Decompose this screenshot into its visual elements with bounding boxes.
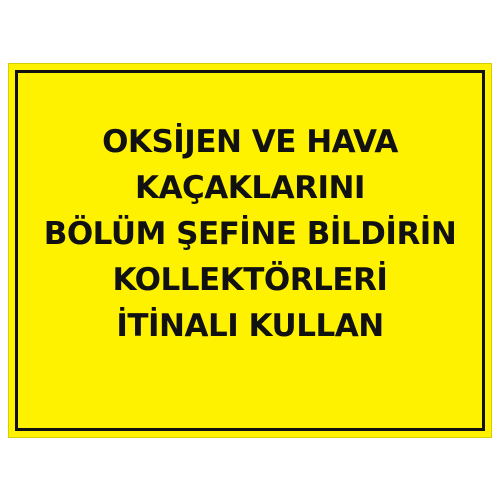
sign-text-block — [9, 119, 491, 349]
sign-line-2: KAÇAKLARINI — [135, 170, 365, 206]
warning-sign — [8, 63, 492, 438]
sign-line-4: KOLLEKTÖRLERİ — [112, 262, 388, 298]
sign-line-3: BÖLÜM ŞEFİNE BİLDİRİN — [43, 216, 457, 252]
sign-line-1: OKSİJEN VE HAVA — [102, 124, 398, 160]
sign-line-5: İTİNALI KULLAN — [116, 308, 384, 344]
